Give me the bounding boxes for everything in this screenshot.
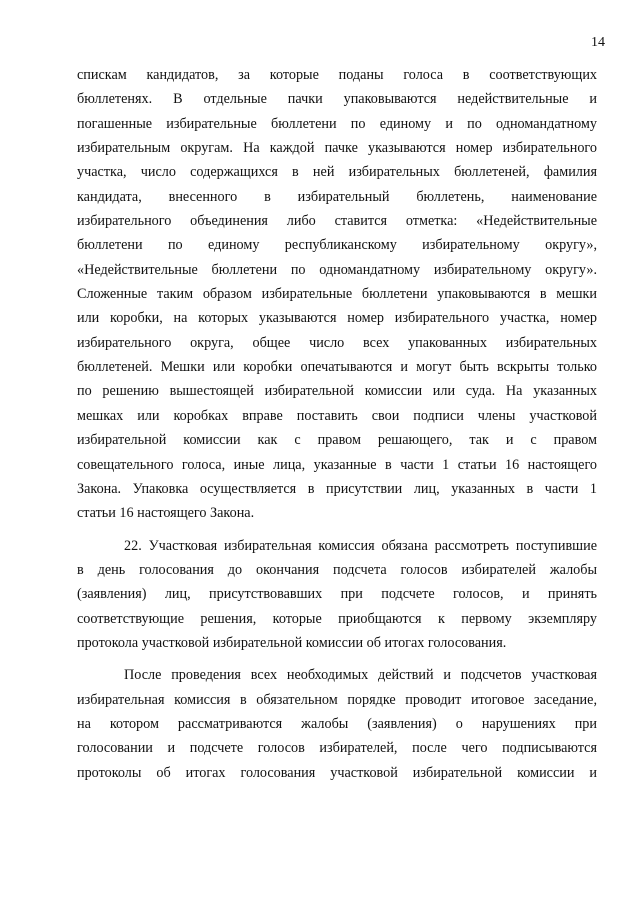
text-line: или коробки, на которых указываются номер избирательного участка, номер (77, 310, 597, 327)
text-line: на котором рассматриваются жалобы (заявления) о нарушениях при (77, 715, 597, 732)
text-line: Закона. Упаковка осуществляется в присутствии лиц, указанных в части 1 (77, 480, 597, 497)
text-line: «Недействительные бюллетени по одномандатному избирательному округу». (77, 261, 597, 278)
text-line: мешках или коробках вправе поставить свои подписи члены участковой (77, 407, 597, 424)
paragraph (77, 63, 597, 526)
text-line: кандидата, внесенного в избирательный бюллетень, наименование (77, 188, 597, 205)
text-line: спискам кандидатов, за которые поданы голоса в соответствующих (77, 67, 597, 83)
text-line: участка, число содержащихся в ней избирательных бюллетеней, фамилия (77, 164, 597, 181)
text-line: протоколы об итогах голосования участковой избирательной комиссии и (77, 764, 597, 781)
text-line: бюллетенях. В отдельные пачки упаковываются недействительные и (77, 91, 597, 108)
text-line: совещательного голоса, иные лица, указанные в части 1 статьи 16 настоящего (77, 456, 597, 473)
text-line: по решению вышестоящей избирательной комиссии или суда. На указанных (77, 383, 597, 400)
document-body (77, 63, 597, 785)
text-line: бюллетеней. Мешки или коробки опечатываются и могут быть вскрыты только (77, 359, 597, 376)
text-line: избирательная комиссия в обязательном порядке проводит итоговое заседание, (77, 691, 597, 708)
page-number: 14 (591, 35, 605, 50)
text-line: протокола участковой избирательной комиссии об итогах голосования. (77, 634, 507, 651)
text-line: избирательной комиссии как с правом решающего, так и с правом (77, 432, 597, 449)
text-line: избирательного округа, общее число всех упакованных избирательных (77, 334, 597, 351)
text-line: соответствующие решения, которые приобщаются к первому экземпляру (77, 610, 597, 627)
text-line: голосовании и подсчете голосов избирателей, после чего подписываются (77, 740, 597, 757)
text-line: избирательным округам. На каждой пачке указываются номер избирательного (77, 140, 597, 157)
paragraph-gap (77, 655, 597, 663)
text-line: Сложенные таким образом избирательные бюллетени упаковываются в мешки (77, 286, 597, 303)
paragraph-gap (77, 526, 597, 534)
text-line: (заявления) лиц, присутствовавших при подсчете голосов, и принять (77, 586, 597, 603)
text-line: После проведения всех необходимых действий и подсчетов участковая (124, 667, 597, 684)
text-line: 22. Участковая избирательная комиссия обязана рассмотреть поступившие (124, 537, 597, 554)
text-line: бюллетени по единому республиканскому избирательному округу», (77, 237, 597, 254)
text-line: статьи 16 настоящего Закона. (77, 505, 255, 522)
paragraph (77, 534, 597, 656)
text-line: избирательного объединения либо ставится отметка: «Недействительные (77, 213, 597, 230)
text-line: погашенные избирательные бюллетени по единому и по одномандатному (77, 115, 597, 132)
text-line: в день голосования до окончания подсчета голосов избирателей жалобы (77, 561, 597, 578)
paragraph (77, 663, 597, 785)
